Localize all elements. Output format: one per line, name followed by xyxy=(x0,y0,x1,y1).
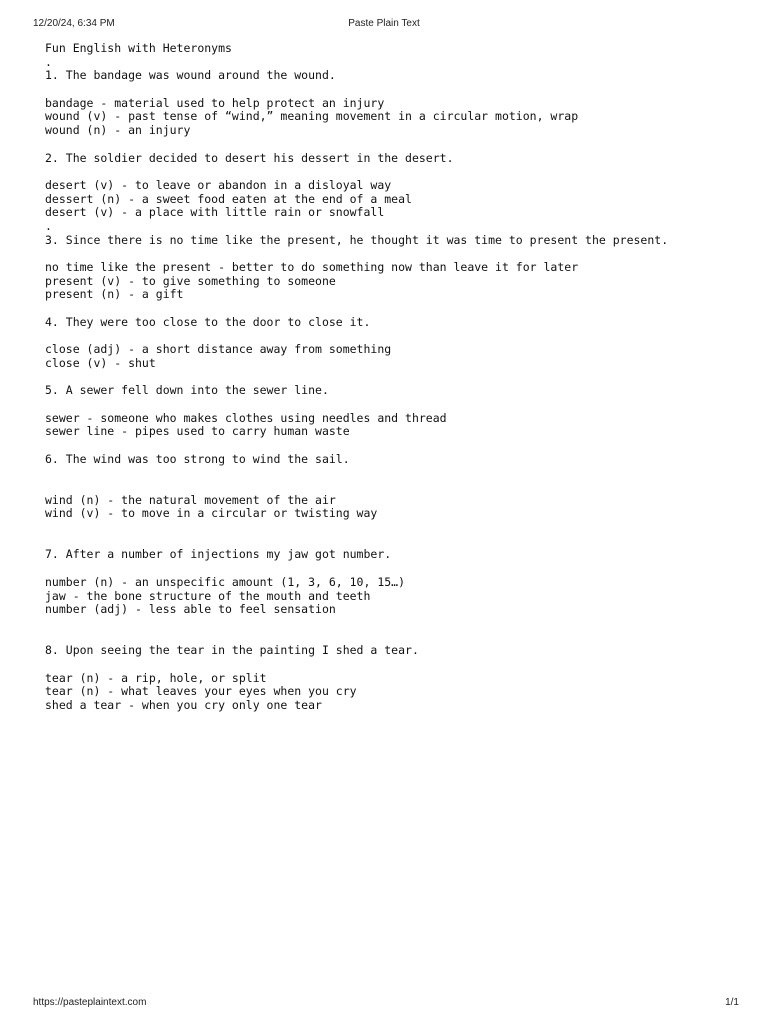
blank-line xyxy=(45,562,745,576)
blank-line xyxy=(45,398,745,412)
page-number: 1/1 xyxy=(725,997,739,1008)
text-line: present (n) - a gift xyxy=(45,287,184,302)
text-line: dessert (n) - a sweet food eaten at the end of a meal xyxy=(45,191,412,206)
blank-line xyxy=(45,439,745,453)
text-line: 5. A sewer fell down into the sewer line. xyxy=(45,383,329,398)
blank-line xyxy=(45,302,745,316)
blank-line xyxy=(45,631,745,645)
text-line: 8. Upon seeing the tear in the painting I shed a tear. xyxy=(45,643,419,658)
text-line: 4. They were too close to the door to close it. xyxy=(45,314,371,329)
text-line: 3. Since there is no time like the present, he thought it was time to present the present. xyxy=(45,232,669,247)
blank-line xyxy=(45,138,745,152)
blank-line xyxy=(45,247,745,261)
text-line: tear (n) - what leaves your eyes when you cry xyxy=(45,684,357,699)
blank-line xyxy=(45,535,745,549)
text-line: shed a tear - when you cry only one tear xyxy=(45,698,322,712)
text-line: wind (v) - to move in a circular or twisting way xyxy=(45,506,378,521)
text-line: number (n) - an unspecific amount (1, 3, 6, 10, 15…) xyxy=(45,574,406,589)
blank-line xyxy=(45,521,745,535)
text-line: 7. After a number of injections my jaw got number. xyxy=(45,547,392,562)
blank-line xyxy=(45,658,745,672)
print-datetime: 12/20/24, 6:34 PM xyxy=(33,18,115,29)
page-title: Paste Plain Text xyxy=(348,18,420,29)
text-line: no time like the present - better to do something now than leave it for later xyxy=(45,260,579,274)
text-line: wound (v) - past tense of “wind,” meaning movement in a circular motion, wrap xyxy=(45,109,579,124)
text-line: 2. The soldier decided to desert his dessert in the desert. xyxy=(45,150,454,165)
text-line: jaw - the bone structure of the mouth and teeth xyxy=(45,588,371,603)
blank-line xyxy=(45,165,745,179)
text-line: number (adj) - less able to feel sensation xyxy=(45,602,336,617)
page-url: https://pasteplaintext.com xyxy=(33,997,147,1008)
blank-line xyxy=(45,480,745,494)
blank-line xyxy=(45,371,745,385)
text-line: 6. The wind was too strong to wind the sail. xyxy=(45,451,350,466)
document-body xyxy=(45,42,745,713)
text-line: bandage - material used to help protect an injury xyxy=(45,95,385,110)
text-line: 1. The bandage was wound around the wound. xyxy=(45,68,336,83)
text-line: . xyxy=(45,54,52,69)
text-line: wind (n) - the natural movement of the air xyxy=(45,492,336,507)
text-line: Fun English with Heteronyms xyxy=(45,41,232,55)
text-line: close (v) - shut xyxy=(45,355,156,370)
blank-line xyxy=(45,83,745,97)
text-line: desert (v) - a place with little rain or snowfall xyxy=(45,205,385,220)
blank-line xyxy=(45,329,745,343)
text-line: close (adj) - a short distance away from something xyxy=(45,342,392,357)
text-line: present (v) - to give something to someone xyxy=(45,273,336,288)
text-line: wound (n) - an injury xyxy=(45,123,191,138)
blank-line xyxy=(45,617,745,631)
blank-line xyxy=(45,466,745,480)
text-line: . xyxy=(45,218,52,233)
text-line: tear (n) - a rip, hole, or split xyxy=(45,670,267,685)
text-line: sewer - someone who makes clothes using needles and thread xyxy=(45,410,447,425)
text-line: sewer line - pipes used to carry human waste xyxy=(45,424,350,439)
text-line: desert (v) - to leave or abandon in a disloyal way xyxy=(45,177,392,192)
